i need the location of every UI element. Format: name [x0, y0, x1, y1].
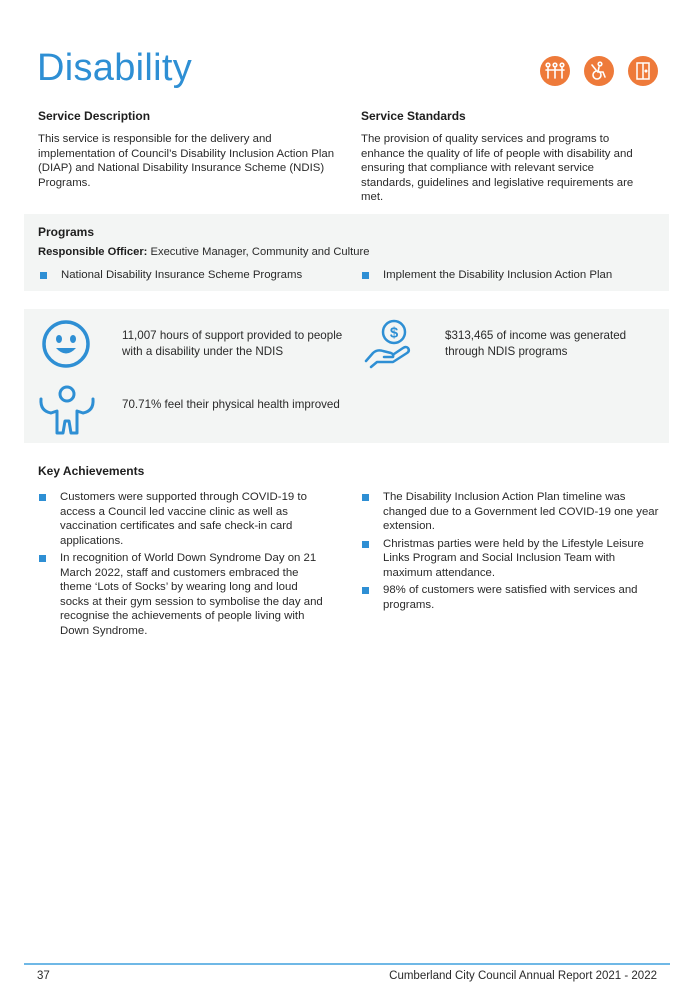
report-title: Cumberland City Council Annual Report 2021 - 2022 [389, 970, 657, 982]
programs-heading: Programs [38, 225, 95, 239]
service-standards-text: The provision of quality services and programs to enhance the quality of life of people with disability and ensuring that compliance with relevant service standards, guidelines and legislative requirements are met. [361, 133, 634, 203]
list-item: In recognition of World Down Syndrome Day on 21 March 2022, staff and customers embraced the theme ‘Lots of Socks’ by wearing long and loud socks at their gym session to symbolise the day and recognise the achievements of people living with Down Syndrome. [39, 551, 329, 638]
achievements-right [362, 490, 662, 615]
service-standards-heading: Service Standards [361, 109, 466, 123]
responsible-officer-label: Responsible Officer: [38, 246, 148, 258]
page-title: Disability [37, 47, 193, 89]
header-icons [540, 56, 658, 86]
responsible-officer [38, 246, 369, 258]
people-group-icon [540, 56, 570, 86]
svg-text:$: $ [389, 324, 399, 342]
bullet-square-icon [40, 272, 47, 279]
stat-physical-health: 70.71% feel their physical health improved [122, 398, 340, 411]
stats-panel [24, 309, 669, 443]
stat-support-hours: 11,007 hours of support provided to people with a disability under the NDIS [122, 329, 343, 358]
program-item: Implement the Disability Inclusion Action Plan [362, 268, 612, 283]
bullet-square-icon [39, 555, 46, 562]
smiley-face-icon [41, 319, 91, 374]
list-item: Customers were supported through COVID-19 to access a Council led vaccine clinic as well as vaccination certificates and safe check-in card applications. [39, 490, 329, 548]
achievements-left [39, 490, 329, 641]
door-icon [628, 56, 658, 86]
program-item: National Disability Insurance Scheme Programs [40, 268, 302, 283]
bullet-square-icon [362, 272, 369, 279]
bullet-square-icon [39, 494, 46, 501]
list-item: The Disability Inclusion Action Plan timeline was changed due to a Government led COVID-19 one year extension. [362, 490, 662, 534]
page-number: 37 [37, 970, 50, 982]
programs-panel [24, 214, 669, 291]
key-achievements-heading: Key Achievements [38, 464, 145, 478]
service-description-text: This service is responsible for the delivery and implementation of Council’s Disability Inclusion Action Plan (DIAP) and National Disability Insurance Scheme (NDIS) Programs. [38, 133, 335, 189]
responsible-officer-value: Executive Manager, Community and Culture [150, 246, 370, 258]
wheelchair-sport-icon [584, 56, 614, 86]
person-celebrating-icon [37, 385, 97, 442]
stat-ndis-income: $313,465 of income was generated through NDIS programs [445, 329, 627, 358]
bullet-square-icon [362, 587, 369, 594]
list-item: Christmas parties were held by the Lifestyle Leisure Links Program and Social Inclusion Team with maximum attendance. [362, 537, 662, 581]
service-description-heading: Service Description [38, 109, 151, 123]
list-item: 98% of customers were satisfied with services and programs. [362, 583, 662, 612]
footer-divider [24, 963, 670, 965]
bullet-square-icon [362, 541, 369, 548]
service-standards [361, 109, 641, 205]
bullet-square-icon [362, 494, 369, 501]
service-description [38, 109, 338, 190]
hand-coin-icon [361, 317, 415, 376]
